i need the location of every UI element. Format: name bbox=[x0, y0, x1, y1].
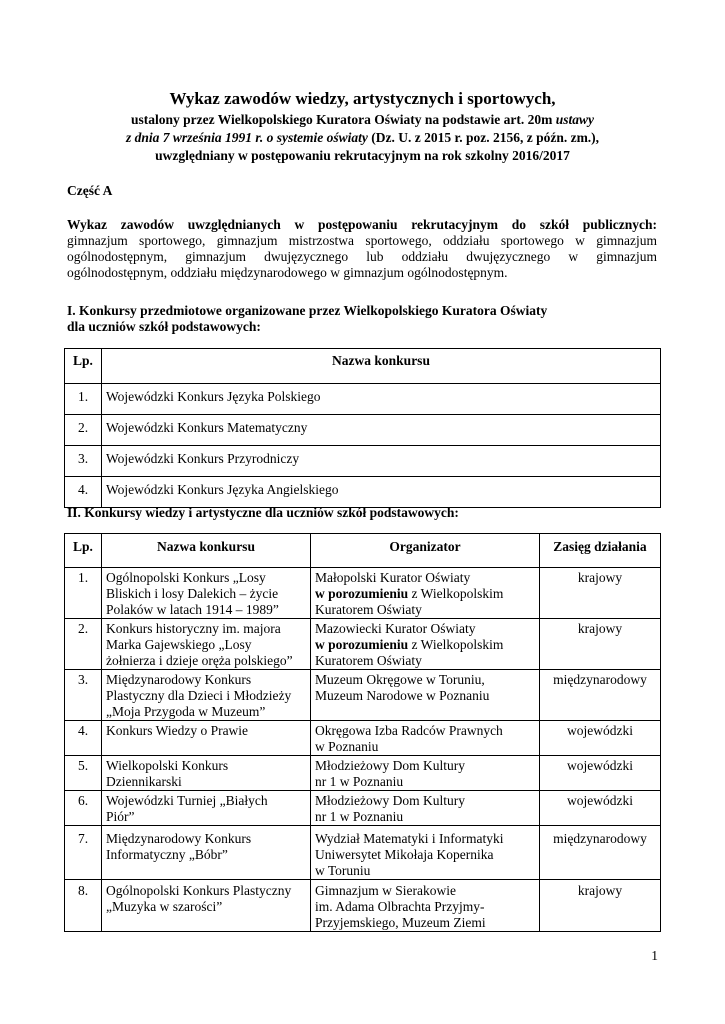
row-lp: 3. bbox=[65, 446, 102, 477]
row-lp: 4. bbox=[65, 477, 102, 508]
row-scope: krajowy bbox=[540, 880, 661, 932]
row-organizer-line: w Toruniu bbox=[315, 863, 371, 878]
row-name-line: Międzynarodowy Konkurs bbox=[106, 672, 252, 687]
row-lp: 8. bbox=[65, 880, 102, 932]
table-row bbox=[65, 477, 661, 508]
row-organizer-line: Uniwersytet Mikołaja Kopernika bbox=[315, 847, 494, 862]
column-header-organizer: Organizator bbox=[311, 534, 540, 568]
row-organizer bbox=[311, 880, 540, 932]
row-name bbox=[102, 721, 311, 756]
row-scope: krajowy bbox=[540, 619, 661, 670]
row-organizer bbox=[311, 756, 540, 791]
table-header-row bbox=[65, 534, 661, 568]
row-name: Wojewódzki Konkurs Języka Polskiego bbox=[102, 384, 661, 415]
table-row bbox=[65, 791, 661, 826]
row-name-line: Konkurs historyczny im. majora bbox=[106, 621, 281, 636]
section-2-table bbox=[64, 533, 661, 932]
table-row bbox=[65, 721, 661, 756]
row-organizer-line: Mazowiecki Kurator Oświaty bbox=[315, 621, 476, 636]
row-organizer-bold: w porozumieniu bbox=[315, 637, 409, 652]
row-organizer-line bbox=[315, 586, 535, 602]
part-a-intro-line: ogólnodostępnym, gimnazjum dwujęzycznego lub oddziału dwujęzycznego w gimnazjum bbox=[67, 249, 657, 264]
row-name bbox=[102, 826, 311, 880]
column-header-name: Nazwa konkursu bbox=[102, 349, 661, 384]
row-organizer-line: w Poznaniu bbox=[315, 739, 379, 754]
row-name-line: żołnierza i dzieje oręża polskiego” bbox=[106, 653, 293, 668]
table-row bbox=[65, 415, 661, 446]
part-a-intro-bold: Wykaz zawodów uwzględnianych w postępowaniu rekrutacyjnym do szkół publicznych: bbox=[67, 217, 657, 232]
subtitle-line-1-italic: ustawy bbox=[555, 112, 595, 127]
row-lp: 1. bbox=[65, 384, 102, 415]
table-row bbox=[65, 446, 661, 477]
row-organizer-line: nr 1 w Poznaniu bbox=[315, 774, 404, 789]
subtitle-line-2-text: (Dz. U. z 2015 r. poz. 2156, z późn. zm.), bbox=[371, 130, 600, 145]
subtitle-line-2 bbox=[0, 130, 725, 146]
row-organizer-line: Młodzieżowy Dom Kultury bbox=[315, 758, 465, 773]
table-row bbox=[65, 880, 661, 932]
row-organizer bbox=[311, 721, 540, 756]
row-organizer-line: Małopolski Kurator Oświaty bbox=[315, 570, 471, 585]
row-scope: wojewódzki bbox=[540, 756, 661, 791]
row-lp: 4. bbox=[65, 721, 102, 756]
row-organizer-line: Kuratorem Oświaty bbox=[315, 602, 422, 617]
section-1-heading-line-1: I. Konkursy przedmiotowe organizowane przez Wielkopolskiego Kuratora Oświaty bbox=[67, 303, 548, 318]
column-header-scope: Zasięg działania bbox=[540, 534, 661, 568]
page-number: 1 bbox=[651, 948, 658, 963]
table-row bbox=[65, 384, 661, 415]
row-name-line: Plastyczny dla Dzieci i Młodzieży bbox=[106, 688, 292, 703]
table-header-row bbox=[65, 349, 661, 384]
part-a-intro-line: ogólnodostępnym, oddziału międzynarodowego w gimnazjum ogólnodostępnym. bbox=[67, 265, 508, 280]
row-lp: 1. bbox=[65, 568, 102, 619]
row-name-line: Międzynarodowy Konkurs bbox=[106, 831, 252, 846]
row-organizer bbox=[311, 670, 540, 721]
row-name-line: Piór” bbox=[106, 809, 135, 824]
row-organizer-line: Przyjemskiego, Muzeum Ziemi bbox=[315, 915, 486, 930]
row-organizer-line: Kuratorem Oświaty bbox=[315, 653, 422, 668]
row-lp: 2. bbox=[65, 619, 102, 670]
row-name: Wojewódzki Konkurs Przyrodniczy bbox=[102, 446, 661, 477]
row-scope: międzynarodowy bbox=[540, 826, 661, 880]
row-organizer bbox=[311, 826, 540, 880]
row-name: Wojewódzki Konkurs Matematyczny bbox=[102, 415, 661, 446]
table-row bbox=[65, 568, 661, 619]
row-name bbox=[102, 880, 311, 932]
column-header-lp: Lp. bbox=[65, 349, 102, 384]
row-scope: wojewódzki bbox=[540, 791, 661, 826]
row-name-line: Konkurs Wiedzy o Prawie bbox=[106, 723, 249, 738]
row-organizer-text: z Wielkopolskim bbox=[411, 637, 504, 652]
row-organizer-line: nr 1 w Poznaniu bbox=[315, 809, 404, 824]
subtitle-line-1 bbox=[0, 112, 725, 128]
row-organizer-line: Muzeum Okręgowe w Toruniu, bbox=[315, 672, 485, 687]
subtitle-line-2-italic: z dnia 7 września 1991 r. o systemie oświaty bbox=[125, 130, 368, 145]
row-scope: krajowy bbox=[540, 568, 661, 619]
section-1-heading-line-2: dla uczniów szkół podstawowych: bbox=[67, 319, 261, 334]
row-organizer bbox=[311, 791, 540, 826]
table-row bbox=[65, 826, 661, 880]
row-organizer-line: Muzeum Narodowe w Poznaniu bbox=[315, 688, 490, 703]
row-name bbox=[102, 670, 311, 721]
row-name bbox=[102, 791, 311, 826]
row-lp: 3. bbox=[65, 670, 102, 721]
row-organizer-line: Okręgowa Izba Radców Prawnych bbox=[315, 723, 503, 738]
row-lp: 2. bbox=[65, 415, 102, 446]
row-name: Wojewódzki Konkurs Języka Angielskiego bbox=[102, 477, 661, 508]
part-a-paragraph bbox=[67, 217, 657, 281]
row-organizer bbox=[311, 568, 540, 619]
row-organizer-line: im. Adama Olbrachta Przyjmy- bbox=[315, 899, 485, 914]
table-row bbox=[65, 756, 661, 791]
row-organizer-line: Gimnazjum w Sierakowie bbox=[315, 883, 456, 898]
row-scope: wojewódzki bbox=[540, 721, 661, 756]
row-name-line: Bliskich i losy Dalekich – życie bbox=[106, 586, 279, 601]
row-name-line: Polaków w latach 1914 – 1989” bbox=[106, 602, 279, 617]
row-scope: międzynarodowy bbox=[540, 670, 661, 721]
row-name-line: Dziennikarski bbox=[106, 774, 182, 789]
row-name-line: Marka Gajewskiego „Losy bbox=[106, 637, 252, 652]
column-header-lp: Lp. bbox=[65, 534, 102, 568]
row-name bbox=[102, 756, 311, 791]
row-name-line: Informatyczny „Bóbr” bbox=[106, 847, 228, 862]
row-lp: 6. bbox=[65, 791, 102, 826]
part-a-heading: Część A bbox=[67, 183, 113, 198]
row-organizer-line bbox=[315, 637, 535, 653]
subtitle-line-3: uwzględniany w postępowaniu rekrutacyjnym na rok szkolny 2016/2017 bbox=[155, 148, 570, 163]
row-organizer-bold: w porozumieniu bbox=[315, 586, 409, 601]
row-organizer-line: Wydział Matematyki i Informatyki bbox=[315, 831, 504, 846]
row-name bbox=[102, 619, 311, 670]
row-name-line: Ogólnopolski Konkurs „Losy bbox=[106, 570, 266, 585]
table-row bbox=[65, 670, 661, 721]
row-name-line: Wielkopolski Konkurs bbox=[106, 758, 229, 773]
column-header-name: Nazwa konkursu bbox=[102, 534, 311, 568]
section-1-heading bbox=[67, 303, 547, 335]
row-organizer-text: z Wielkopolskim bbox=[411, 586, 504, 601]
section-2-heading: II. Konkursy wiedzy i artystyczne dla uczniów szkół podstawowych: bbox=[67, 505, 459, 520]
row-lp: 5. bbox=[65, 756, 102, 791]
section-1-table bbox=[64, 348, 661, 508]
row-organizer bbox=[311, 619, 540, 670]
row-name-line: „Muzyka w szarości” bbox=[106, 899, 223, 914]
table-row bbox=[65, 619, 661, 670]
part-a-intro-line: gimnazjum sportowego, gimnazjum mistrzostwa sportowego, oddziału sportowego w gimnazjum bbox=[67, 233, 657, 248]
row-name bbox=[102, 568, 311, 619]
subtitle-line-1-text: ustalony przez Wielkopolskiego Kuratora Oświaty na podstawie art. 20m bbox=[130, 112, 553, 127]
row-organizer-line: Młodzieżowy Dom Kultury bbox=[315, 793, 465, 808]
row-name-line: „Moja Przygoda w Muzeum” bbox=[106, 704, 266, 719]
row-lp: 7. bbox=[65, 826, 102, 880]
row-name-line: Ogólnopolski Konkurs Plastyczny bbox=[106, 883, 292, 898]
document-title: Wykaz zawodów wiedzy, artystycznych i sportowych, bbox=[169, 89, 556, 108]
row-name-line: Wojewódzki Turniej „Białych bbox=[106, 793, 268, 808]
